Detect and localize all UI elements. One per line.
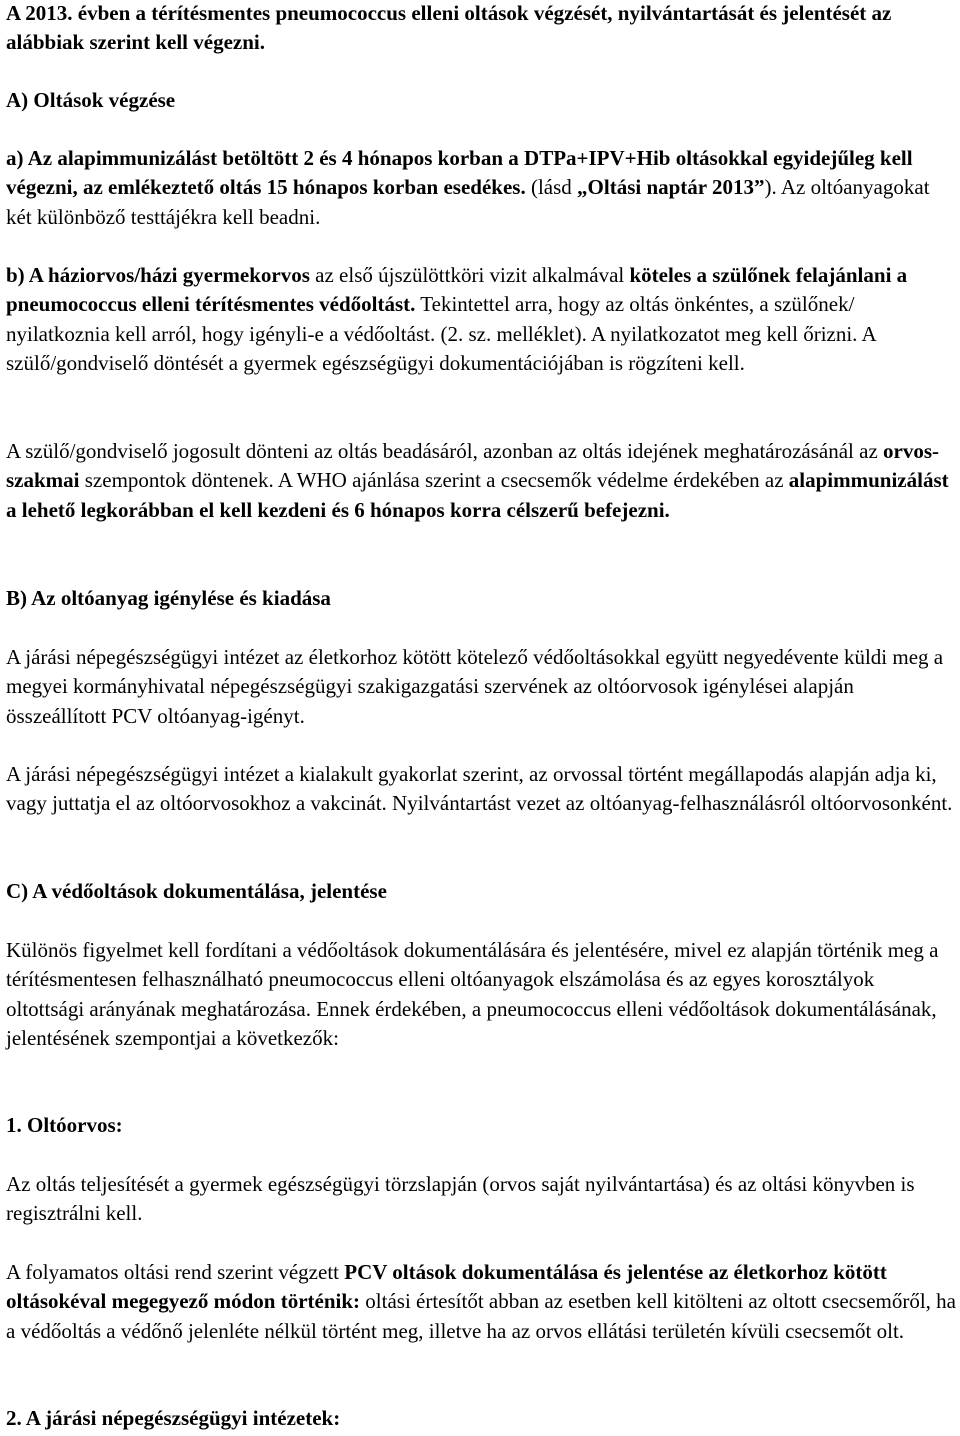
section-a-paragraph-2 <box>6 261 956 378</box>
sub-1-paragraph-2 <box>6 1258 956 1346</box>
section-a-p2-text-3: köteles a szülőnek felajánlani a pneumococcus elleni térítésmentes védőoltást. <box>6 263 908 317</box>
intro-text: A 2013. évben a térítésmentes pneumococcus elleni oltások végzését, nyilvántartását és jelentését az alábbiak szerint kell végezni. <box>6 1 892 55</box>
sub-1-paragraph-1: Az oltás teljesítését a gyermek egészségügyi törzslapján (orvos saját nyilvántartása) és az oltási könyvben is regisztrálni kell. <box>6 1172 915 1226</box>
section-b-paragraph-2: A járási népegészségügyi intézet a kialakult gyakorlat szerint, az orvossal történt megállapodás alapján adja ki, vagy juttatja el az oltóorvosokhoz a vakcinát. Nyilvántartást vezet az oltóanyag-felhasználásról oltóorvosonként. <box>6 762 953 816</box>
sub-2-heading: 2. A járási népegészségügyi intézetek: <box>6 1406 341 1430</box>
section-a-p2-text-4: Tekintettel arra, hogy az oltás önkéntes, a szülőnek/ nyilatkoznia kell arról, hogy igényli-e a védőoltást. (2. sz. melléklet). A nyilatkozatot meg kell őrizni. A szülő/gondviselő döntését a gyermek egészségügyi dokumentációjában is rögzíteni kell. <box>6 292 876 375</box>
section-a-p3-text-1: A szülő/gondviselő jogosult dönteni az oltás beadásáról, azonban az oltás idejének meghatározásánál az <box>6 439 884 463</box>
section-a-p3-text-3: szempontok döntenek. A WHO ajánlása szerint a csecsemők védelme érdekében az <box>79 468 789 493</box>
section-a-p1-text-3: „Oltási naptár 2013” <box>577 175 765 200</box>
section-b-paragraph-1: A járási népegészségügyi intézet az életkorhoz kötött kötelező védőoltásokkal együtt negyedévente küldi meg a megyei kormányhivatal népegészségügyi szakigazgatási szervének az oltóorvosok igénylései alapján összeállított PCV oltóanyag-igényt. <box>6 645 944 728</box>
section-a-p3-text-4: alapimmunizálást a lehető legkorábban el kell kezdeni és 6 hónapos korra célszerű befejezni. <box>6 468 949 522</box>
section-a-p1-text-1: a) Az alapimmunizálást betöltött 2 és 4 hónapos korban a DTPa+IPV+Hib oltásokkal egyidejűleg kell végezni, az emlékeztető oltás 15 hónapos korban esedékes. <box>6 146 913 200</box>
section-a-p1-text-2: (lásd <box>525 175 578 200</box>
sub-1-p2-text-2: PCV oltások dokumentálása és jelentése az életkorhoz kötött oltásokéval megegyező módon történik: <box>6 1260 887 1314</box>
section-a-heading: A) Oltások végzése <box>6 88 176 112</box>
section-c-paragraph-1: Különös figyelmet kell fordítani a védőoltások dokumentálására és jelentésére, mivel ez alapján történik meg a térítésmentesen felhasználható pneumococcus elleni oltóanyagok elszámolása és az egyes korosztályok oltottsági arányának meghatározása. Ennek érdekében, a pneumococcus elleni védőoltások dokumentálásának, jelentésének szempontjai a következők: <box>6 938 939 1050</box>
section-a-p2-text-2: az első újszülöttköri vizit alkalmával <box>309 263 630 287</box>
section-a-p2-text-1: b) A háziorvos/házi gyermekorvos <box>6 263 310 287</box>
section-a-paragraph-1 <box>6 144 956 232</box>
section-c-heading: C) A védőoltások dokumentálása, jelentése <box>6 879 387 903</box>
sub-1-p2-text-3: oltási értesítőt abban az esetben kell kitölteni az oltott csecsemőről, ha a védőoltás a védőnő jelenléte nélkül történt meg, illetve ha az orvos ellátási területén kívüli csecsemőt olt. <box>6 1289 956 1343</box>
intro-paragraph <box>6 0 956 58</box>
section-a-p1-text-4: ). Az oltóanyagokat két különböző testtájékra kell beadni. <box>6 175 930 229</box>
section-a-paragraph-3 <box>6 437 956 525</box>
sub-1-heading: 1. Oltóorvos: <box>6 1113 123 1137</box>
section-b-heading: B) Az oltóanyag igénylése és kiadása <box>6 586 331 610</box>
section-a-p3-text-2: orvos-szakmai <box>6 439 940 493</box>
sub-1-p2-text-1: A folyamatos oltási rend szerint végzett <box>6 1260 345 1284</box>
